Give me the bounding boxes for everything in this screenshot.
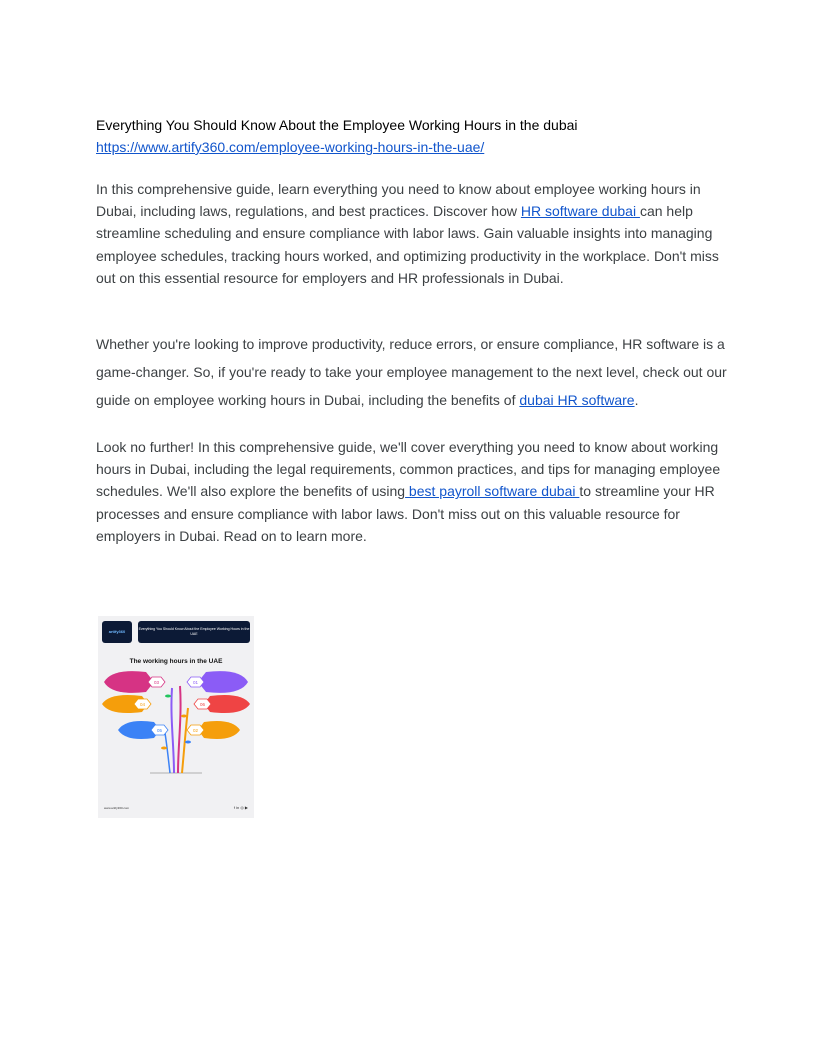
paragraph-look-further	[96, 436, 728, 547]
node-label-02: 02	[192, 728, 199, 733]
node-label-03: 03	[153, 680, 160, 685]
paragraph-productivity-text-after: .	[634, 392, 639, 408]
infographic-tree-graphic	[98, 666, 254, 778]
node-label-01: 01	[192, 680, 199, 685]
article-url-link[interactable]: https://www.artify360.com/employee-working-hours-in-the-uae/	[96, 139, 485, 155]
node-label-06: 06	[199, 702, 206, 707]
node-label-05: 05	[156, 728, 163, 733]
document-title: Everything You Should Know About the Employee Working Hours in the dubai	[96, 117, 578, 133]
infographic-footer-social-icons: f in ◎ ▶	[233, 805, 248, 810]
infographic-banner: Everything You Should Know About the Employee Working Hours in the UAE	[138, 621, 250, 643]
dubai-hr-software-link[interactable]: dubai HR software	[519, 392, 635, 408]
best-payroll-software-dubai-link[interactable]: best payroll software dubai	[405, 483, 580, 500]
infographic-footer-website: www.artify360.com	[104, 806, 130, 810]
paragraph-intro	[96, 178, 728, 289]
paragraph-productivity	[96, 330, 728, 414]
paragraph-intro-text-before: In this comprehensive guide, learn everything you need to know about employee working hours in Dubai, including laws, regulations, and best practices. Discover how	[96, 181, 701, 220]
paragraph-look-further-text-before: Look no further! In this comprehensive guide, we'll cover everything you need to know about working hours in Dubai, including the legal requirements, common practices, and tips for managing employee schedules. We'll also explore the benefits of using	[96, 439, 721, 500]
paragraph-look-further-text-after: to streamline your HR processes and ensure compliance with labor laws. Don't miss out on this valuable resource for employers in Dubai. Read on to learn more.	[96, 483, 715, 544]
infographic-subtitle: The working hours in the UAE	[129, 658, 223, 665]
infographic-header	[102, 621, 250, 643]
node-label-04: 04	[139, 702, 146, 707]
hr-software-dubai-link[interactable]: HR software dubai	[520, 203, 640, 220]
paragraph-intro-text-after: can help streamline scheduling and ensure compliance with labor laws. Gain valuable insights into managing employee schedules, tracking hours worked, and optimizing productivity in the workplace. Don't miss out on this essential resource for employers and HR professionals in Dubai.	[96, 203, 719, 286]
infographic-image	[98, 616, 254, 818]
paragraph-productivity-text-before: Whether you're looking to improve productivity, reduce errors, or ensure compliance, HR software is a game-changer. So, if you're ready to take your employee management to the next level, check out our guide on employee working hours in Dubai, including the benefits of	[96, 336, 727, 408]
infographic-logo: artify360	[102, 621, 132, 643]
